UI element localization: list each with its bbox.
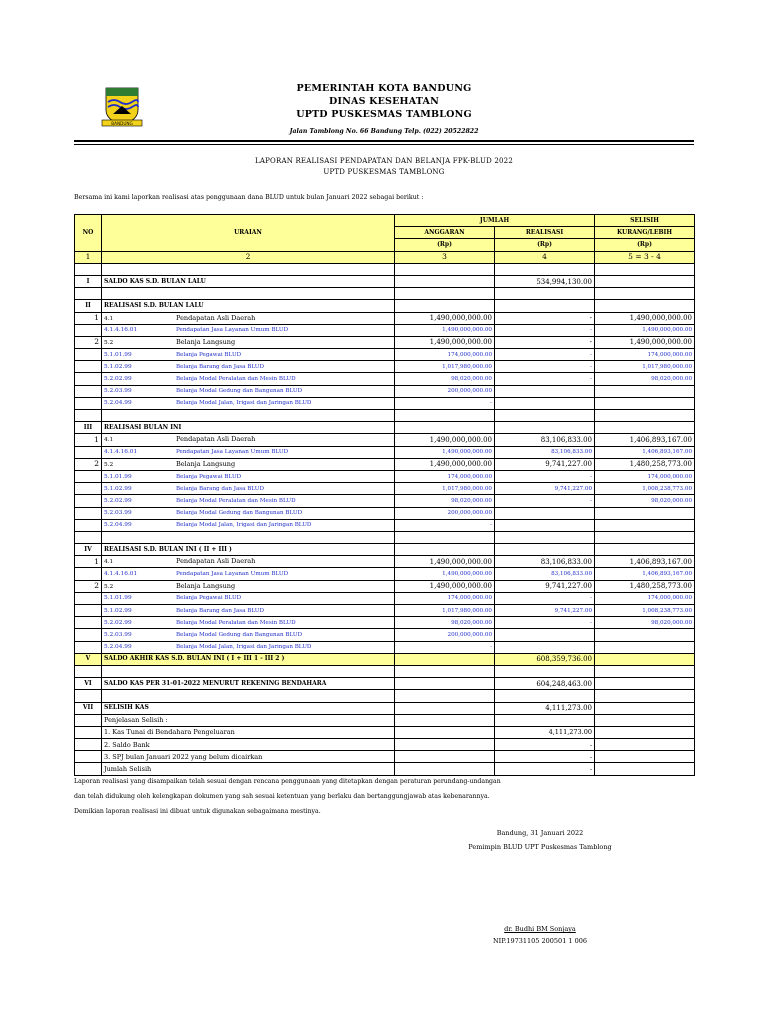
anggaran-cell: 1,490,000,000.00	[395, 568, 495, 580]
anggaran-cell: -	[395, 519, 495, 531]
account-code: 5.1.01.99	[104, 595, 132, 602]
table-row: 1 4.1 Pendapatan Asli Daerah 1,490,000,000.00 83,106,833.00 1,406,893,167.00	[75, 556, 695, 568]
table-row: 1 4.1 Pendapatan Asli Daerah 1,490,000,000.00 - 1,490,000,000.00	[75, 312, 695, 324]
table-row: 2 5.2 Belanja Langsung 1,490,000,000.00 9,741,227.00 1,480,258,773.00	[75, 458, 695, 470]
letterhead-rule-thick	[74, 140, 694, 142]
selisih-cell: 1,017,980,000.00	[595, 361, 695, 373]
account-label: Belanja Modal Jalan, Irigasi dan Jaringan BLUD	[176, 644, 312, 651]
col-number-5: 5 = 3 - 4	[595, 251, 695, 263]
anggaran-cell: 1,017,980,000.00	[395, 605, 495, 617]
selisih-cell: 1,406,893,167.00	[595, 556, 695, 568]
account-label: Pendapatan Jasa Layanan Umum BLUD	[176, 449, 289, 456]
selisih-cell: 174,000,000.00	[595, 470, 695, 482]
selisih-cell: 1,008,238,773.00	[595, 605, 695, 617]
selisih-cell	[595, 519, 695, 531]
account-code: 5.1.02.99	[104, 607, 132, 614]
realisasi-cell	[495, 519, 595, 531]
account-code: 4.1.4.16.01	[104, 571, 138, 578]
anggaran-cell: 1,490,000,000.00	[395, 446, 495, 458]
col-number-2: 2	[102, 251, 395, 263]
anggaran-cell: 98,020,000.00	[395, 373, 495, 385]
agency-name: DINAS KESEHATAN	[329, 96, 439, 107]
account-label: Belanja Modal Gedung dan Bangunan BLUD	[176, 631, 303, 638]
report-table	[74, 214, 695, 776]
table-row	[75, 617, 695, 629]
anggaran-cell: 1,490,000,000.00	[395, 324, 495, 336]
table-row	[75, 397, 695, 409]
penjelasan-row: Jumlah Selisih -	[75, 763, 695, 775]
realisasi-cell: -	[495, 592, 595, 604]
account-label: Pendapatan Asli Daerah	[176, 313, 256, 322]
table-row	[75, 385, 695, 397]
selisih-cell: 1,008,238,773.00	[595, 483, 695, 495]
report-title: LAPORAN REALISASI PENDAPATAN DAN BELANJA FPK-BLUD 2022	[255, 157, 513, 165]
col-number-4: 4	[495, 251, 595, 263]
sections-body	[75, 300, 695, 653]
account-label: Belanja Modal Peralatan dan Mesin BLUD	[176, 497, 296, 504]
account-label: Pendapatan Jasa Layanan Umum BLUD	[176, 571, 289, 578]
address: Jalan Tamblong No. 66 Bandung Telp. (022) 20522822	[289, 128, 479, 135]
account-code: 4.1	[104, 315, 114, 322]
anggaran-cell: 1,017,980,000.00	[395, 361, 495, 373]
realisasi-cell: -	[495, 470, 595, 482]
account-code: 5.2	[104, 461, 114, 468]
section-header-row: III REALISASI BULAN INI	[75, 422, 695, 434]
letterhead-rule-thin	[74, 144, 694, 145]
government-name: PEMERINTAH KOTA BANDUNG	[296, 83, 472, 94]
realisasi-cell: 83,106,833.00	[495, 556, 595, 568]
account-label: Pendapatan Jasa Layanan Umum BLUD	[176, 327, 289, 334]
realisasi-cell: -	[495, 495, 595, 507]
saldo-rekening-row: VI SALDO KAS PER 31-01-2022 MENURUT REKENING BENDAHARA 604,248,463.00	[75, 678, 695, 690]
penjelasan-row: 2. Saldo Bank -	[75, 739, 695, 751]
selisih-cell: 1,480,258,773.00	[595, 580, 695, 592]
table-row	[75, 519, 695, 531]
penjelasan-body	[75, 714, 695, 775]
account-label: Belanja Langsung	[176, 337, 236, 346]
penjelasan-row: 3. SPJ bulan Januari 2022 yang belum dicairkan -	[75, 751, 695, 763]
selisih-cell	[595, 397, 695, 409]
account-code: 5.2.03.99	[104, 510, 132, 517]
selisih-cell: 174,000,000.00	[595, 592, 695, 604]
account-label: Belanja Modal Peralatan dan Mesin BLUD	[176, 376, 296, 383]
saldo-akhir-row: V SALDO AKHIR KAS S.D. BULAN INI ( I + III 1 - III 2 ) 608,359,736.00	[75, 653, 695, 665]
anggaran-cell: 1,490,000,000.00	[395, 336, 495, 348]
selisih-cell: 174,000,000.00	[595, 349, 695, 361]
realisasi-cell: 9,741,227.00	[495, 483, 595, 495]
footer-paragraph-2: dan telah didukung oleh kelengkapan dokumen yang sah sesuai ketentuan yang berlaku dan bertanggungjawab atas kebenarannya.	[74, 793, 490, 800]
header-selisih: SELISIH	[595, 215, 695, 227]
penjelasan-title-row: Penjelasan Selisih :	[75, 714, 695, 726]
realisasi-cell	[495, 385, 595, 397]
selisih-cell: 1,490,000,000.00	[595, 324, 695, 336]
account-code: 5.2	[104, 339, 114, 346]
realisasi-cell: -	[495, 617, 595, 629]
anggaran-cell: 98,020,000.00	[395, 495, 495, 507]
spacer-row	[75, 531, 695, 543]
table-row	[75, 629, 695, 641]
spacer-row	[75, 690, 695, 702]
account-code: 5.2.02.99	[104, 497, 132, 504]
table-row	[75, 568, 695, 580]
realisasi-cell: -	[495, 349, 595, 361]
account-code: 5.2.02.99	[104, 619, 132, 626]
account-label: Belanja Pegawai BLUD	[176, 351, 242, 358]
unit-name: UPTD PUSKESMAS TAMBLONG	[296, 109, 472, 120]
anggaran-cell: 174,000,000.00	[395, 349, 495, 361]
header-kurang-lebih: KURANG/LEBIH	[595, 227, 695, 239]
selisih-cell	[595, 507, 695, 519]
anggaran-cell: -	[395, 641, 495, 653]
signature-name: dr. Budhi BM Sonjaya	[504, 925, 576, 933]
section-header-row: II REALISASI S.D. BULAN LALU	[75, 300, 695, 312]
anggaran-cell: 174,000,000.00	[395, 470, 495, 482]
logo-text: BANDUNG	[111, 121, 133, 126]
col-number-1: 1	[75, 251, 102, 263]
realisasi-cell: 83,106,833.00	[495, 434, 595, 446]
table-row	[75, 605, 695, 617]
table-row: 2 5.2 Belanja Langsung 1,490,000,000.00 - 1,490,000,000.00	[75, 336, 695, 348]
header-rp: (Rp)	[595, 239, 695, 251]
selisih-cell	[595, 385, 695, 397]
anggaran-cell: 1,490,000,000.00	[395, 580, 495, 592]
header-uraian: URAIAN	[102, 215, 395, 252]
realisasi-cell: 9,741,227.00	[495, 458, 595, 470]
account-code: 5.2.04.99	[104, 644, 132, 651]
table-row	[75, 349, 695, 361]
account-label: Belanja Modal Gedung dan Bangunan BLUD	[176, 388, 303, 395]
account-code: 5.2.04.99	[104, 400, 132, 407]
account-code: 4.1	[104, 437, 114, 444]
account-code: 4.1.4.16.01	[104, 449, 138, 456]
account-label: Pendapatan Asli Daerah	[176, 435, 256, 444]
realisasi-cell: -	[495, 312, 595, 324]
selisih-cell: 1,480,258,773.00	[595, 458, 695, 470]
realisasi-cell: -	[495, 361, 595, 373]
selisih-cell: 1,406,893,167.00	[595, 434, 695, 446]
account-label: Belanja Barang dan Jasa BLUD	[176, 363, 264, 370]
account-code: 5.2.02.99	[104, 376, 132, 383]
table-row	[75, 324, 695, 336]
account-code: 4.1.4.16.01	[104, 327, 138, 334]
header-rp: (Rp)	[395, 239, 495, 251]
account-code: 5.2.03.99	[104, 631, 132, 638]
realisasi-cell: -	[495, 336, 595, 348]
realisasi-cell: -	[495, 373, 595, 385]
table-row	[75, 507, 695, 519]
col-number-3: 3	[395, 251, 495, 263]
anggaran-cell: 200,000,000.00	[395, 629, 495, 641]
anggaran-cell: 200,000,000.00	[395, 385, 495, 397]
realisasi-cell: 9,741,227.00	[495, 580, 595, 592]
selisih-cell: 1,406,893,167.00	[595, 568, 695, 580]
anggaran-cell: 1,490,000,000.00	[395, 434, 495, 446]
account-code: 5.1.02.99	[104, 363, 132, 370]
selisih-cell	[595, 641, 695, 653]
signature-position: Pemimpin BLUD UPT Puskesmas Tamblong	[468, 843, 612, 851]
table-row	[75, 470, 695, 482]
table-row	[75, 373, 695, 385]
header-no: NO	[75, 215, 102, 252]
intro-text: Bersama ini kami laporkan realisasi atas penggunaan dana BLUD untuk bulan Januari 2022 sebagai berikut :	[74, 194, 424, 201]
header-anggaran: ANGGARAN	[395, 227, 495, 239]
saldo-lalu-row: I SALDO KAS S.D. BULAN LALU 534,994,130.00	[75, 275, 695, 287]
table-row: 2 5.2 Belanja Langsung 1,490,000,000.00 9,741,227.00 1,480,258,773.00	[75, 580, 695, 592]
selisih-cell	[595, 629, 695, 641]
account-label: Belanja Modal Gedung dan Bangunan BLUD	[176, 510, 303, 517]
realisasi-cell	[495, 641, 595, 653]
account-code: 5.1.01.99	[104, 473, 132, 480]
table-row	[75, 483, 695, 495]
account-code: 5.2	[104, 583, 114, 590]
account-label: Belanja Barang dan Jasa BLUD	[176, 607, 264, 614]
footer-paragraph-1: Laporan realisasi yang disampaikan telah sesuai dengan rencana penggunaan yang ditetapkan dengan peraturan perundang-undangan	[74, 778, 501, 785]
table-row	[75, 446, 695, 458]
selisih-cell: 1,406,893,167.00	[595, 446, 695, 458]
anggaran-cell: 98,020,000.00	[395, 617, 495, 629]
account-label: Belanja Modal Peralatan dan Mesin BLUD	[176, 619, 296, 626]
realisasi-cell: -	[495, 324, 595, 336]
spacer-row	[75, 288, 695, 300]
spacer-row	[75, 665, 695, 677]
table-row	[75, 641, 695, 653]
account-code: 5.2.04.99	[104, 522, 132, 529]
anggaran-cell: 1,490,000,000.00	[395, 556, 495, 568]
footer-paragraph-3: Demikian laporan realisasi ini dibuat untuk digunakan sebagaimana mestinya.	[74, 808, 321, 815]
header-realisasi: REALISASI	[495, 227, 595, 239]
table-row	[75, 495, 695, 507]
anggaran-cell: -	[395, 397, 495, 409]
account-code: 5.2.03.99	[104, 388, 132, 395]
selisih-cell: 1,490,000,000.00	[595, 336, 695, 348]
report-subtitle: UPTD PUSKESMAS TAMBLONG	[323, 168, 445, 176]
account-code: 4.1	[104, 559, 114, 566]
realisasi-cell: 83,106,833.00	[495, 446, 595, 458]
selisih-kas-row: VII SELISIH KAS 4,111,273.00	[75, 702, 695, 714]
realisasi-cell	[495, 629, 595, 641]
header-rp: (Rp)	[495, 239, 595, 251]
spacer-row	[75, 410, 695, 422]
account-code: 5.1.01.99	[104, 351, 132, 358]
table-row	[75, 592, 695, 604]
account-label: Belanja Modal Jalan, Irigasi dan Jaringan BLUD	[176, 522, 312, 529]
realisasi-cell: 83,106,833.00	[495, 568, 595, 580]
spacer-row	[75, 263, 695, 275]
account-label: Belanja Pegawai BLUD	[176, 473, 242, 480]
account-code: 5.1.02.99	[104, 485, 132, 492]
selisih-cell: 98,020,000.00	[595, 617, 695, 629]
account-label: Belanja Pegawai BLUD	[176, 595, 242, 602]
account-label: Belanja Langsung	[176, 581, 236, 590]
selisih-cell: 98,020,000.00	[595, 495, 695, 507]
realisasi-cell: 9,741,227.00	[495, 605, 595, 617]
realisasi-cell	[495, 397, 595, 409]
anggaran-cell: 1,017,980,000.00	[395, 483, 495, 495]
account-label: Pendapatan Asli Daerah	[176, 557, 256, 566]
bandung-city-logo	[100, 84, 144, 128]
realisasi-cell	[495, 507, 595, 519]
header-jumlah: JUMLAH	[395, 215, 595, 227]
anggaran-cell: 200,000,000.00	[395, 507, 495, 519]
selisih-cell: 98,020,000.00	[595, 373, 695, 385]
signature-place-date: Bandung, 31 Januari 2022	[496, 829, 584, 837]
selisih-cell: 1,490,000,000.00	[595, 312, 695, 324]
anggaran-cell: 1,490,000,000.00	[395, 312, 495, 324]
table-row	[75, 361, 695, 373]
account-label: Belanja Barang dan Jasa BLUD	[176, 485, 264, 492]
table-row: 1 4.1 Pendapatan Asli Daerah 1,490,000,000.00 83,106,833.00 1,406,893,167.00	[75, 434, 695, 446]
letterhead	[150, 82, 618, 135]
penjelasan-row: 1. Kas Tunai di Bendahara Pengeluaran 4,111,273.00	[75, 726, 695, 738]
section-header-row: IV REALISASI S.D. BULAN INI ( II + III )	[75, 544, 695, 556]
anggaran-cell: 1,490,000,000.00	[395, 458, 495, 470]
anggaran-cell: 174,000,000.00	[395, 592, 495, 604]
account-label: Belanja Modal Jalan, Irigasi dan Jaringan BLUD	[176, 400, 312, 407]
account-label: Belanja Langsung	[176, 459, 236, 468]
signature-nip: NIP.19731105 200501 1 006	[492, 937, 587, 945]
